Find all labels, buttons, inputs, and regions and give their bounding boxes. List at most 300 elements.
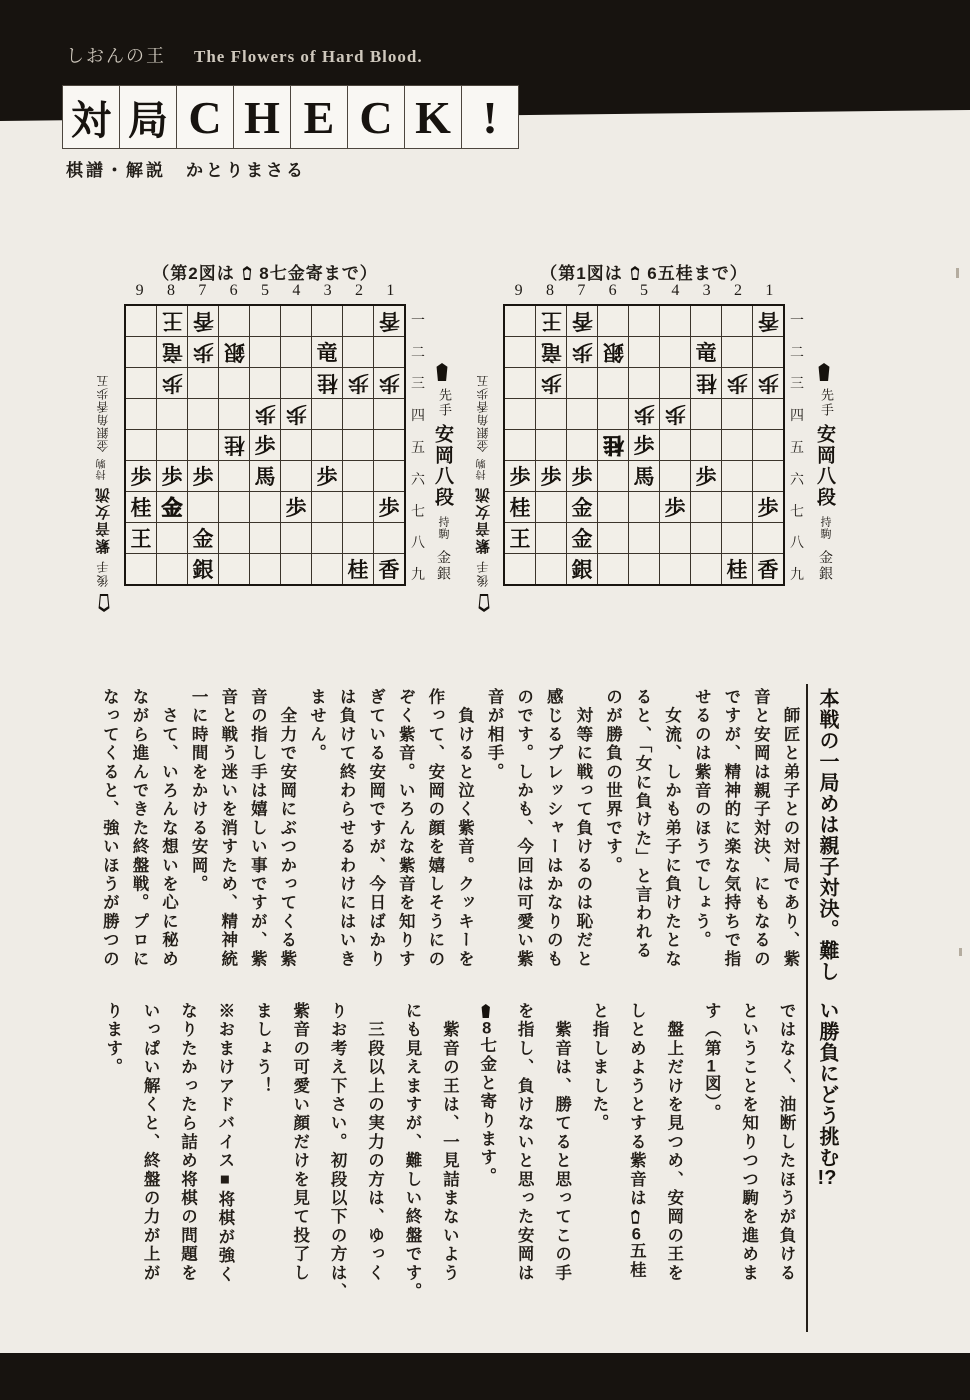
board-square-2-6 bbox=[722, 461, 752, 491]
board-square-7-8 bbox=[567, 523, 597, 553]
board-square-4-2 bbox=[660, 337, 690, 367]
board-square-4-6 bbox=[660, 461, 690, 491]
board-square-7-6 bbox=[188, 461, 218, 491]
board-square-7-5 bbox=[188, 430, 218, 460]
board-square-8-2 bbox=[157, 337, 187, 367]
board-square-6-3 bbox=[219, 368, 249, 398]
board-square-2-4 bbox=[722, 399, 752, 429]
hand-title: 持駒 bbox=[97, 458, 108, 480]
board-square-1-1 bbox=[753, 306, 783, 336]
article-line: 音と戦う迷いを消すため、精神統 bbox=[218, 688, 237, 969]
board-square-4-5 bbox=[660, 430, 690, 460]
board-square-4-9 bbox=[281, 554, 311, 584]
file-number: 2 bbox=[733, 282, 742, 299]
rank-number: 五 bbox=[411, 439, 425, 456]
board-square-8-4 bbox=[536, 399, 566, 429]
board-square-8-1 bbox=[536, 306, 566, 336]
shogi-piece-gote: 香 bbox=[757, 308, 779, 334]
shogi-piece-sente: 歩 bbox=[192, 463, 214, 489]
board-square-6-7 bbox=[598, 492, 628, 522]
board-square-1-7 bbox=[753, 492, 783, 522]
article-line: 紫音は、勝てると思ってこの手 bbox=[552, 1002, 571, 1283]
shogi-board bbox=[124, 304, 406, 586]
gote-piece-symbol-icon bbox=[241, 266, 254, 280]
board-square-4-1 bbox=[281, 306, 311, 336]
board-square-3-4 bbox=[312, 399, 342, 429]
shogi-piece-sente: 桂 bbox=[509, 494, 531, 520]
board-square-2-1 bbox=[722, 306, 752, 336]
board-square-7-3 bbox=[567, 368, 597, 398]
board-square-8-6 bbox=[157, 461, 187, 491]
article-line: 作って、安岡の顔を嬉しそうにの bbox=[425, 688, 444, 969]
board-caption: （第2図は 8七金寄まで） bbox=[152, 264, 378, 283]
board-square-3-1 bbox=[691, 306, 721, 336]
article-line: 紫音の王は、一見詰まないよう bbox=[440, 1002, 459, 1283]
board-square-4-5 bbox=[281, 430, 311, 460]
board-square-1-5 bbox=[753, 430, 783, 460]
upright-numeral: 6 bbox=[631, 1225, 641, 1243]
gote-piece-symbol-icon bbox=[96, 594, 113, 612]
shogi-piece-gote: 竜 bbox=[540, 339, 562, 365]
board-square-9-4 bbox=[505, 399, 535, 429]
article-line: ります。 bbox=[103, 1002, 122, 1077]
board-square-2-9 bbox=[343, 554, 373, 584]
board-square-5-2 bbox=[629, 337, 659, 367]
hand-pieces: 金銀角香歩五 bbox=[476, 374, 490, 452]
board-square-9-9 bbox=[505, 554, 535, 584]
board-square-5-2 bbox=[250, 337, 280, 367]
shogi-piece-sente: 金 bbox=[161, 494, 183, 520]
shogi-piece-sente: 歩 bbox=[664, 494, 686, 520]
board-square-3-4 bbox=[691, 399, 721, 429]
board-square-3-8 bbox=[691, 523, 721, 553]
shogi-piece-sente: 歩 bbox=[378, 494, 400, 520]
article-line: 音が相手。 bbox=[485, 688, 504, 782]
shogi-piece-sente: 歩 bbox=[316, 463, 338, 489]
gote-piece-symbol-icon bbox=[629, 1210, 642, 1224]
board-square-4-2 bbox=[281, 337, 311, 367]
article-line: ですが、精神的に楽な気持ちで指 bbox=[721, 688, 740, 969]
rank-number: 七 bbox=[411, 503, 425, 520]
hand-pieces: 金銀角香歩五 bbox=[96, 374, 110, 452]
hand-title: 持駒 bbox=[477, 458, 488, 480]
shogi-piece-gote: 歩 bbox=[726, 370, 748, 396]
shogi-piece-gote: 歩 bbox=[192, 339, 214, 365]
shogi-piece-gote: 王 bbox=[540, 308, 562, 334]
credit-line: 棋譜・解説 かとりまさる bbox=[66, 161, 306, 180]
board-square-3-8 bbox=[312, 523, 342, 553]
shogi-piece-gote: 香 bbox=[571, 308, 593, 334]
file-number: 4 bbox=[671, 282, 680, 299]
article-line: は負けて終わらせるわけにはいき bbox=[337, 688, 356, 969]
board-square-3-2 bbox=[312, 337, 342, 367]
board-square-3-1 bbox=[312, 306, 342, 336]
board-square-7-9 bbox=[567, 554, 597, 584]
scan-speck bbox=[956, 268, 959, 278]
board-square-9-4 bbox=[126, 399, 156, 429]
title-letter-box: 局 bbox=[119, 85, 177, 149]
board-square-4-8 bbox=[660, 523, 690, 553]
article-line: せるのは紫音のほうでしょう。 bbox=[692, 688, 711, 950]
upright-numeral: 8 bbox=[482, 1020, 492, 1037]
series-title-line bbox=[66, 42, 423, 68]
title-letter-box: K bbox=[404, 85, 462, 149]
title-letter-box: C bbox=[347, 85, 405, 149]
board-square-1-2 bbox=[374, 337, 404, 367]
board-square-6-8 bbox=[598, 523, 628, 553]
board-square-1-4 bbox=[374, 399, 404, 429]
article-line: 負けると泣く紫音。クッキーを bbox=[455, 688, 474, 969]
player-name: 安岡八段 bbox=[814, 424, 836, 508]
file-number: 6 bbox=[229, 282, 238, 299]
shogi-piece-sente: 歩 bbox=[285, 494, 307, 520]
board-square-6-9 bbox=[219, 554, 249, 584]
board-square-1-6 bbox=[753, 461, 783, 491]
board-square-5-7 bbox=[629, 492, 659, 522]
shogi-piece-sente: 馬 bbox=[254, 463, 276, 489]
board-square-7-8 bbox=[188, 523, 218, 553]
board-square-3-5 bbox=[691, 430, 721, 460]
upright-numeral: 2 bbox=[188, 264, 199, 283]
board-square-8-6 bbox=[536, 461, 566, 491]
player-side: 後手 bbox=[96, 559, 110, 587]
file-number: 5 bbox=[639, 282, 648, 299]
board-square-3-9 bbox=[312, 554, 342, 584]
shogi-piece-gote: 歩 bbox=[664, 401, 686, 427]
board-square-1-2 bbox=[753, 337, 783, 367]
board-square-7-6 bbox=[567, 461, 597, 491]
rank-number: 七 bbox=[790, 503, 804, 520]
board-square-3-2 bbox=[691, 337, 721, 367]
title-letter-box: ! bbox=[461, 85, 519, 149]
title-letter-box: H bbox=[233, 85, 291, 149]
upright-numeral: !? bbox=[817, 1168, 837, 1188]
article-upper-band bbox=[92, 688, 804, 978]
rank-number: 四 bbox=[411, 408, 425, 425]
board-square-9-7 bbox=[505, 492, 535, 522]
upright-numeral: 6 bbox=[647, 264, 658, 283]
board-square-9-3 bbox=[505, 368, 535, 398]
shogi-piece-sente: 金 bbox=[571, 525, 593, 551]
board-square-8-9 bbox=[157, 554, 187, 584]
board-square-2-1 bbox=[343, 306, 373, 336]
hand-pieces: 金銀 bbox=[435, 550, 451, 582]
board-square-2-2 bbox=[343, 337, 373, 367]
file-numbers bbox=[124, 282, 406, 300]
board-square-5-4 bbox=[250, 399, 280, 429]
shogi-piece-gote: 銀 bbox=[602, 339, 624, 365]
board-square-4-4 bbox=[660, 399, 690, 429]
article-line: ※おまけアドバイス■将棋が強く bbox=[215, 1002, 234, 1284]
board-square-8-8 bbox=[157, 523, 187, 553]
board-square-4-9 bbox=[660, 554, 690, 584]
board-square-4-4 bbox=[281, 399, 311, 429]
rank-number: 八 bbox=[411, 535, 425, 552]
shogi-piece-sente: 竜 bbox=[695, 339, 717, 365]
board-square-6-2 bbox=[598, 337, 628, 367]
shogi-piece-sente: 歩 bbox=[571, 463, 593, 489]
shogi-piece-sente: 竜 bbox=[316, 339, 338, 365]
board-square-1-4 bbox=[753, 399, 783, 429]
shogi-piece-gote: 歩 bbox=[254, 401, 276, 427]
board-square-9-6 bbox=[126, 461, 156, 491]
board-square-2-7 bbox=[343, 492, 373, 522]
series-title: しおんの王 bbox=[66, 46, 166, 66]
shogi-piece-sente: 桂 bbox=[726, 556, 748, 582]
sente-piece-symbol-icon bbox=[479, 1004, 492, 1018]
board-square-9-3 bbox=[126, 368, 156, 398]
board-square-1-9 bbox=[753, 554, 783, 584]
board-square-5-6 bbox=[250, 461, 280, 491]
file-number: 5 bbox=[260, 282, 269, 299]
shogi-piece-sente: 歩 bbox=[633, 432, 655, 458]
file-number: 9 bbox=[135, 282, 144, 299]
rank-number: 二 bbox=[411, 344, 425, 361]
board-square-9-6 bbox=[505, 461, 535, 491]
article-line: いっぱい解くと、終盤の力が上が bbox=[141, 1002, 160, 1283]
article-line: なってくると、強いほうが勝つの bbox=[100, 688, 119, 969]
board-square-3-5 bbox=[312, 430, 342, 460]
article-line: 音の指し手は嬉しい事ですが、紫 bbox=[248, 688, 267, 969]
article-line: ではなく、油断したほうが負ける bbox=[777, 1002, 795, 1283]
board-square-5-8 bbox=[629, 523, 659, 553]
board-square-8-4 bbox=[157, 399, 187, 429]
board-square-2-7 bbox=[722, 492, 752, 522]
board-square-3-7 bbox=[691, 492, 721, 522]
rank-number: 六 bbox=[411, 471, 425, 488]
shogi-piece-sente: 金 bbox=[192, 525, 214, 551]
upright-numeral: 1 bbox=[706, 1058, 716, 1075]
upright-numeral: 1 bbox=[576, 264, 587, 283]
series-subtitle: The Flowers of Hard Blood. bbox=[194, 47, 423, 66]
shogi-piece-sente: 歩 bbox=[161, 463, 183, 489]
board-square-2-3 bbox=[722, 368, 752, 398]
article-line: 対等に戦って負けるのは恥だと bbox=[573, 688, 592, 969]
file-number: 7 bbox=[577, 282, 586, 299]
scan-speck bbox=[959, 948, 962, 956]
shogi-piece-gote: 歩 bbox=[378, 370, 400, 396]
article-line: 音と安岡は親子対決、にもなるの bbox=[751, 688, 770, 969]
board-square-1-3 bbox=[374, 368, 404, 398]
board-square-1-1 bbox=[374, 306, 404, 336]
shogi-piece-gote: 歩 bbox=[347, 370, 369, 396]
board-square-8-9 bbox=[536, 554, 566, 584]
board-square-6-4 bbox=[219, 399, 249, 429]
rank-number: 一 bbox=[790, 312, 804, 329]
board-square-9-5 bbox=[505, 430, 535, 460]
shogi-piece-sente: 王 bbox=[509, 525, 531, 551]
shogi-piece-sente: 金 bbox=[571, 494, 593, 520]
shogi-piece-sente: 歩 bbox=[254, 432, 276, 458]
article-line: す（第1図）。 bbox=[702, 1002, 721, 1123]
gote-piece-symbol-icon bbox=[629, 266, 642, 280]
rank-number: 八 bbox=[790, 535, 804, 552]
board-square-5-7 bbox=[250, 492, 280, 522]
board-square-7-4 bbox=[188, 399, 218, 429]
article-line: ません。 bbox=[307, 688, 326, 763]
board-square-9-2 bbox=[505, 337, 535, 367]
board-square-6-7 bbox=[219, 492, 249, 522]
board-square-6-5 bbox=[598, 430, 628, 460]
rank-number: 二 bbox=[790, 344, 804, 361]
board-square-2-5 bbox=[343, 430, 373, 460]
title-letter-box: 対 bbox=[62, 85, 120, 149]
board-square-7-9 bbox=[188, 554, 218, 584]
shogi-piece-sente: 桂 bbox=[130, 494, 152, 520]
board-square-2-8 bbox=[722, 523, 752, 553]
article-line: ということを知りつつ駒を進めま bbox=[739, 1002, 758, 1283]
shogi-piece-sente: 歩 bbox=[757, 494, 779, 520]
page-title bbox=[62, 85, 519, 149]
board-square-5-9 bbox=[629, 554, 659, 584]
board-square-6-3 bbox=[598, 368, 628, 398]
shogi-piece-gote: 歩 bbox=[161, 370, 183, 396]
player-name: 紫音女流 bbox=[94, 486, 112, 554]
board-square-9-5 bbox=[126, 430, 156, 460]
article-line: 8七金と寄ります。 bbox=[467, 1002, 504, 1332]
article-line: ぞく紫音。いろんな紫音を知りす bbox=[396, 688, 415, 969]
player-side: 先手 bbox=[436, 388, 451, 418]
shogi-piece-sente: 銀 bbox=[571, 556, 593, 582]
gote-piece-symbol-icon bbox=[476, 594, 493, 612]
board-square-4-6 bbox=[281, 461, 311, 491]
board-square-9-9 bbox=[126, 554, 156, 584]
board-square-6-5 bbox=[219, 430, 249, 460]
shogi-piece-sente: 桂 bbox=[347, 556, 369, 582]
upright-numeral: 8 bbox=[259, 264, 270, 283]
board-square-2-6 bbox=[343, 461, 373, 491]
file-number: 1 bbox=[386, 282, 395, 299]
board-square-6-4 bbox=[598, 399, 628, 429]
article-line: ましょう！ bbox=[253, 1002, 272, 1096]
board-square-9-1 bbox=[505, 306, 535, 336]
shogi-piece-gote: 桂 bbox=[316, 370, 338, 396]
board-square-9-2 bbox=[126, 337, 156, 367]
board-square-1-9 bbox=[374, 554, 404, 584]
shogi-piece-sente: 王 bbox=[130, 525, 152, 551]
article-line: ると、「女に負けた」と言われる bbox=[633, 688, 652, 961]
shogi-piece-gote: 桂 bbox=[695, 370, 717, 396]
gote-player-label bbox=[468, 297, 498, 613]
board-square-4-8 bbox=[281, 523, 311, 553]
board-square-3-9 bbox=[691, 554, 721, 584]
headline-divider-rule bbox=[806, 684, 808, 1332]
board-square-3-6 bbox=[312, 461, 342, 491]
rank-number: 六 bbox=[790, 471, 804, 488]
article-line: 師匠と弟子との対局であり、紫 bbox=[781, 688, 799, 969]
board-square-7-2 bbox=[188, 337, 218, 367]
bottom-black-bar bbox=[0, 1353, 970, 1400]
rank-number: 九 bbox=[411, 567, 425, 584]
article-line: 紫音の可愛い顔だけを見て投了し bbox=[290, 1002, 309, 1283]
file-number: 3 bbox=[323, 282, 332, 299]
board-square-1-7 bbox=[374, 492, 404, 522]
hand-pieces: 金銀 bbox=[817, 550, 833, 582]
shogi-piece-gote: 香 bbox=[378, 308, 400, 334]
board-square-7-7 bbox=[567, 492, 597, 522]
article-line: 盤上だけを見つめ、安岡の王を bbox=[664, 1002, 683, 1283]
article-line: 三段以上の実力の方は、ゆっく bbox=[365, 1002, 384, 1283]
article-line: なりたかったら詰め将棋の問題を bbox=[178, 1002, 197, 1283]
shogi-piece-gote: 香 bbox=[192, 308, 214, 334]
board-square-5-3 bbox=[250, 368, 280, 398]
rank-numbers bbox=[787, 304, 807, 590]
board-square-4-7 bbox=[281, 492, 311, 522]
board-square-5-6 bbox=[629, 461, 659, 491]
board-square-6-1 bbox=[598, 306, 628, 336]
file-number: 4 bbox=[292, 282, 301, 299]
board-square-6-6 bbox=[219, 461, 249, 491]
board-square-8-7 bbox=[157, 492, 187, 522]
article-line: 一に時間をかける安岡。 bbox=[189, 688, 208, 894]
board-square-1-6 bbox=[374, 461, 404, 491]
board-square-5-9 bbox=[250, 554, 280, 584]
player-side: 先手 bbox=[818, 388, 833, 418]
board-square-5-5 bbox=[250, 430, 280, 460]
article-line: りお考え下さい。初段以下の方は、 bbox=[328, 1002, 347, 1302]
board-square-8-5 bbox=[536, 430, 566, 460]
article-headline-upper: 本戦の一局めは親子対決。難し bbox=[816, 688, 838, 982]
shogi-board bbox=[503, 304, 785, 586]
board-square-8-2 bbox=[536, 337, 566, 367]
title-letter-box: C bbox=[176, 85, 234, 149]
board-square-8-3 bbox=[157, 368, 187, 398]
article-line: 女流、しかも弟子に負けたとな bbox=[662, 688, 681, 969]
article-line: 全力で安岡にぶつかってくる紫 bbox=[277, 688, 296, 969]
rank-number: 九 bbox=[790, 567, 804, 584]
board-square-2-3 bbox=[343, 368, 373, 398]
board-square-7-2 bbox=[567, 337, 597, 367]
rank-number: 三 bbox=[411, 376, 425, 393]
player-side: 後手 bbox=[476, 559, 490, 587]
board-square-9-8 bbox=[505, 523, 535, 553]
file-number: 6 bbox=[608, 282, 617, 299]
file-number: 8 bbox=[166, 282, 175, 299]
board-square-4-7 bbox=[660, 492, 690, 522]
board-square-5-3 bbox=[629, 368, 659, 398]
board-square-5-1 bbox=[629, 306, 659, 336]
article-line: ぎている安岡ですが、今日ばかり bbox=[366, 688, 385, 969]
player-name: 紫音女流 bbox=[474, 486, 492, 554]
board-square-5-5 bbox=[629, 430, 659, 460]
file-numbers bbox=[503, 282, 785, 300]
board-square-9-1 bbox=[126, 306, 156, 336]
board-square-4-3 bbox=[660, 368, 690, 398]
board-square-6-2 bbox=[219, 337, 249, 367]
board-square-7-7 bbox=[188, 492, 218, 522]
article-line: 感じるプレッシャーはかなりのも bbox=[544, 688, 563, 969]
article-line: のです。しかも、今回は可愛い紫 bbox=[514, 688, 533, 969]
board-caption: （第1図は 6五桂まで） bbox=[540, 264, 748, 283]
board-square-2-4 bbox=[343, 399, 373, 429]
shogi-piece-sente: 歩 bbox=[509, 463, 531, 489]
article-line: ながら進んできた終盤戦。プロに bbox=[129, 688, 148, 969]
gote-player-label bbox=[88, 297, 118, 613]
sente-piece-symbol-icon bbox=[816, 363, 833, 381]
file-number: 9 bbox=[514, 282, 523, 299]
rank-number: 五 bbox=[790, 439, 804, 456]
shogi-piece-gote: 銀 bbox=[223, 339, 245, 365]
board-square-3-7 bbox=[312, 492, 342, 522]
rank-numbers bbox=[408, 304, 428, 590]
sente-player-label bbox=[810, 362, 840, 618]
hand-title: 持駒 bbox=[437, 516, 450, 540]
hand-title: 持駒 bbox=[819, 516, 832, 540]
rank-number: 一 bbox=[411, 312, 425, 329]
board-square-8-8 bbox=[536, 523, 566, 553]
shogi-piece-sente: 香 bbox=[378, 556, 400, 582]
board-square-6-1 bbox=[219, 306, 249, 336]
